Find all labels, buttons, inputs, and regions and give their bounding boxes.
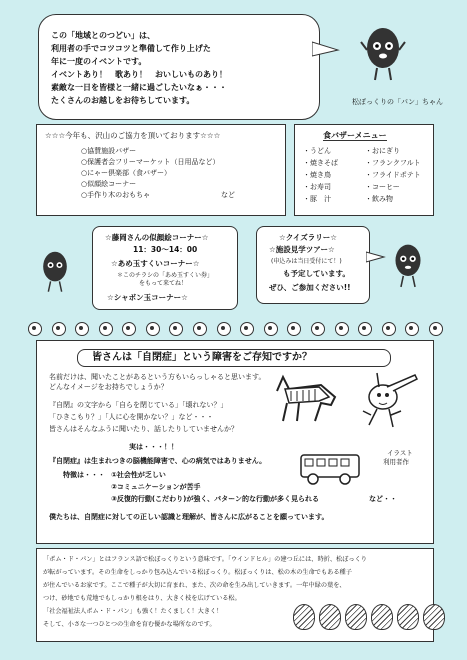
intro-line: この「地域とのつどい」は、 xyxy=(51,31,155,40)
pinecone-mascot-icon xyxy=(38,248,72,294)
features-etc: など・・ xyxy=(369,495,397,503)
pinecone-icon xyxy=(371,604,393,630)
food-right: ・コーヒー xyxy=(365,183,400,191)
autism-p1: 名前だけは、聞いたことがあるという方もいらっしゃると思います。 xyxy=(49,373,266,381)
bus-illustration-icon xyxy=(299,453,363,487)
animal-illustration-icon xyxy=(269,373,343,425)
flower-icon xyxy=(99,322,113,336)
food-right: ・フランクフルト xyxy=(365,159,421,167)
flower-icon xyxy=(122,322,136,336)
intro-bubble xyxy=(38,14,320,120)
flower-icon xyxy=(75,322,89,336)
food-right: ・飲み物 xyxy=(365,195,393,203)
cooperation-header: ☆☆☆今年も、沢山のご協力を頂いております☆☆☆ xyxy=(45,131,221,140)
food-menu-box xyxy=(294,124,434,216)
intro-line: 素敵な一日を皆様と一緒に過ごしたいなぁ・・・ xyxy=(51,83,227,92)
flower-icon xyxy=(405,322,419,336)
feature-item: ①社会性が乏しい xyxy=(111,471,166,479)
bubble-corner: ☆シャボン玉コーナー☆ xyxy=(107,293,188,302)
pinecone-icon xyxy=(423,604,445,630)
corners-box xyxy=(92,226,238,310)
food-left: ・焼き鳥 xyxy=(303,171,331,179)
pinecone-row xyxy=(293,604,445,630)
cooperation-item: ○手作り木のおもちゃ xyxy=(81,191,151,199)
pinecone-icon xyxy=(293,604,315,630)
flower-icon xyxy=(264,322,278,336)
autism-p1: どんなイメージをお持ちでしょうか？ xyxy=(49,383,168,391)
flower-icon xyxy=(193,322,207,336)
food-left: ・豚 汁 xyxy=(303,195,331,203)
pinecone-icon xyxy=(345,604,367,630)
cooperation-item: ○にゃー倶楽部（食バザー） xyxy=(81,169,171,177)
tour-line: ☆施設見学ツアー☆ xyxy=(269,245,335,254)
autism-section xyxy=(36,340,434,544)
autism-closing: 僕たちは、自閉症に対しての正しい認識と理解が、皆さんに広がることを願っています。 xyxy=(49,513,329,521)
quiz-plan: も予定しています。 xyxy=(283,269,350,278)
food-left: ・お寿司 xyxy=(303,183,331,191)
pinecone-mascot-icon xyxy=(360,24,406,84)
autism-p2: 皆さんはそんなふうに聞いたり、話したりしていませんか？ xyxy=(49,425,238,433)
flower-icon xyxy=(240,322,254,336)
footer-line: が住んでいるお家です。ここで種子が大切に育まれ、また、次の命を生み出していきます。一年中緑の葉を、 xyxy=(43,582,346,589)
cooperation-item: ○似顔絵コーナー xyxy=(81,180,137,188)
food-left: ・焼きそば xyxy=(303,159,338,167)
footer-line: 「社会福祉法人ポム・ド・パン」も強く！たくましく！大きく！ xyxy=(43,608,223,615)
bubble-tail xyxy=(312,40,340,60)
flower-divider xyxy=(28,322,443,336)
food-right: ・フライドポテト xyxy=(365,171,421,179)
candy-corner: ☆あめ玉すくいコーナー☆ xyxy=(111,259,200,268)
footer-line: つけ、砂地でも荒地でもしっかり根をはり、大きく枝を広げている松。 xyxy=(43,595,241,602)
candy-note: をもって来てね！ xyxy=(139,280,188,287)
quiz-line: ☆クイズラリー☆ xyxy=(279,233,337,242)
flower-icon xyxy=(52,322,66,336)
footer-line: が転がっています。その生命をしっかり包み込んでいる松ぼっくり。松ぼっくりは、松の木の生命でもある種子 xyxy=(43,569,352,576)
autism-p3: 『自閉症』は生まれつきの脳機能障害で、心の病気ではありません。 xyxy=(49,457,267,465)
rabbit-illustration-icon xyxy=(357,371,423,433)
tour-note: (申込みは当日受付にて！) xyxy=(271,258,342,265)
feature-item: ③反復的行動(こだわり)が強く、パターン的な行動が多く見られる xyxy=(111,495,320,503)
food-left: ・うどん xyxy=(303,147,331,155)
autism-actually: 実は・・・！！ xyxy=(129,443,178,451)
flower-icon xyxy=(287,322,301,336)
portrait-corner: ☆藤岡さんの似顔絵コーナー☆ xyxy=(105,233,209,242)
flower-icon xyxy=(146,322,160,336)
footer-line: そして、小さな一つひとつの生命を育む優かな場所なのです。 xyxy=(43,621,216,628)
cooperation-box xyxy=(36,124,286,216)
intro-line: イベントあり！ 歌あり！ おいしいものあり！ xyxy=(51,70,227,79)
feature-item: ②コミュニケーションが苦手 xyxy=(111,483,201,491)
pinecone-mascot-icon xyxy=(390,240,426,290)
footer-line: 「ポム・ド・パン」とはフランス語で松ぼっくりという意味です。「ウインドヒル」の建つ丘には、時折、松ぼっくり xyxy=(43,556,367,563)
autism-p2: 「ひきこもり？」「人に心を開かない？」など・・・ xyxy=(49,413,214,421)
food-menu-title: 食バザーメニュー xyxy=(323,131,387,140)
portrait-time: 11：30～14：00 xyxy=(133,245,198,254)
flower-icon xyxy=(429,322,443,336)
autism-title: 皆さんは「自閉症」という障害をご存知ですか？ xyxy=(92,352,312,363)
flower-icon xyxy=(382,322,396,336)
food-right: ・おにぎり xyxy=(365,147,400,155)
bubble-tail xyxy=(366,250,386,264)
intro-line: たくさんのお越しをお待ちしています。 xyxy=(51,96,195,105)
autism-p2: 『自閉』の文字から「自らを閉じている」「壊れない？」 xyxy=(49,401,228,409)
autism-title-box xyxy=(77,349,391,367)
intro-line: 年に一度のイベントです。 xyxy=(51,57,147,66)
flower-icon xyxy=(335,322,349,336)
cooperation-etc: など xyxy=(221,191,235,199)
illustration-caption: イラスト xyxy=(387,449,413,457)
features-label: 特徴は・・・ xyxy=(63,471,105,479)
flower-icon xyxy=(358,322,372,336)
pinecone-icon xyxy=(319,604,341,630)
quiz-invite: ぜひ、ご参加ください!! xyxy=(269,283,351,292)
flower-icon xyxy=(169,322,183,336)
candy-note: ＊このチラシの「あめ玉すくい券」 xyxy=(117,272,214,279)
flower-icon xyxy=(217,322,231,336)
quiz-box xyxy=(256,226,370,304)
illustration-caption: 利用者作 xyxy=(383,458,409,466)
mascot-caption: 松ぼっくりの「パン」ちゃん xyxy=(352,98,443,106)
cooperation-item: ○保護者会フリーマーケット（日用品など） xyxy=(81,158,220,166)
cooperation-item: ○協賛施設バザー xyxy=(81,147,137,155)
pinecone-icon xyxy=(397,604,419,630)
flower-icon xyxy=(311,322,325,336)
intro-line: 利用者の手でコツコツと準備して作り上げた xyxy=(51,44,211,53)
flower-icon xyxy=(28,322,42,336)
